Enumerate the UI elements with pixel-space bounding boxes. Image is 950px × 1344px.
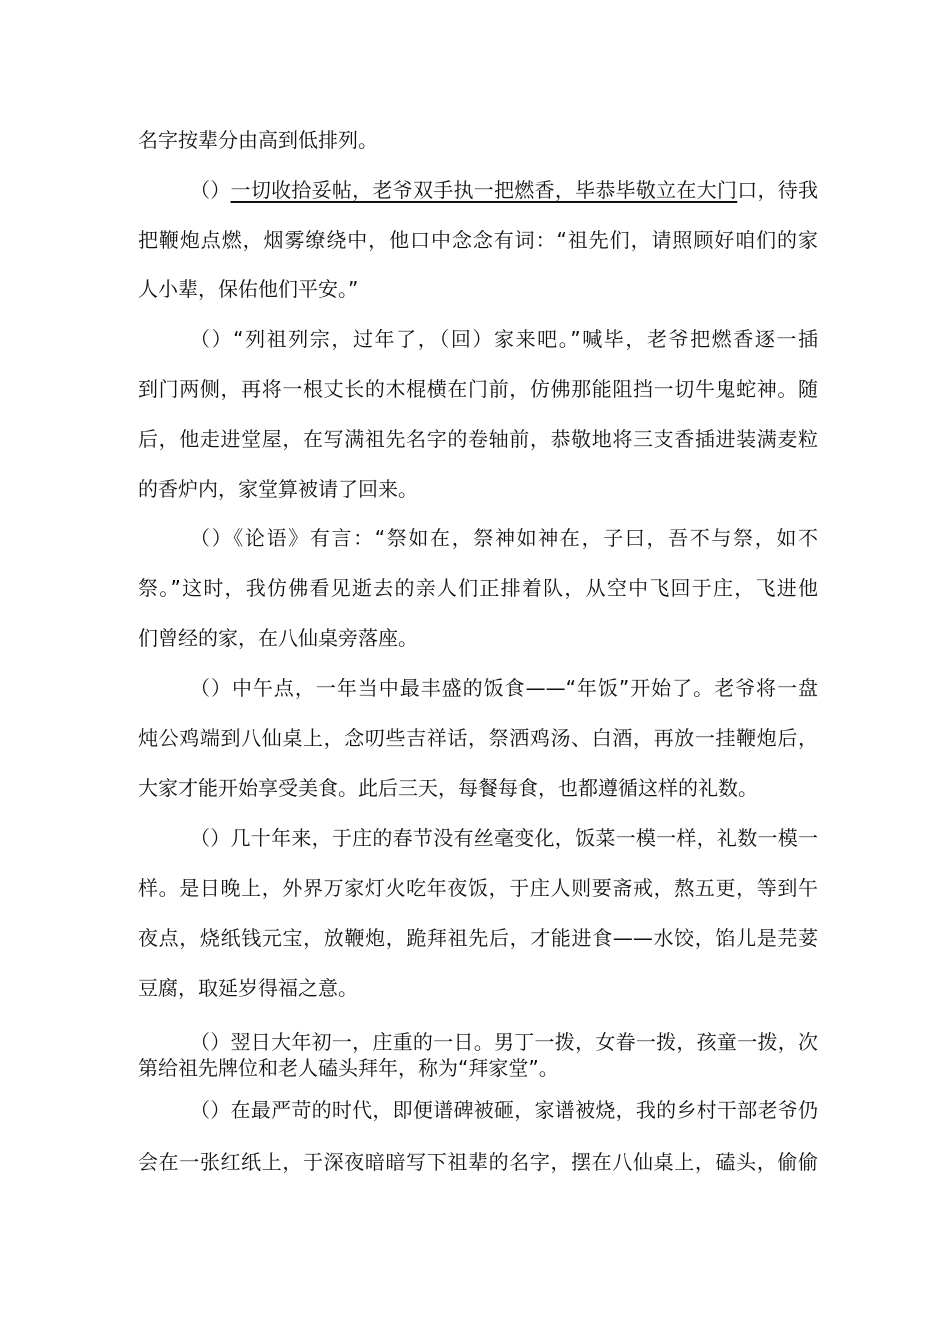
text-line: 祭。”这时，我仿佛看见逝去的亲人们正排着队，从空中飞回于庄，飞进他 [138,576,818,600]
text-fragment: 口，待我 [737,178,819,202]
text-line: 大家才能开始享受美食。此后三天，每餐每食，也都遵循这样的礼数。 [138,776,758,800]
text-line: 名字按辈分由高到低排列。 [138,128,378,152]
text-line: 样。是日晚上，外界万家灯火吃年夜饭，于庄人则要斋戒，熬五更，等到午 [138,876,818,900]
text-line: 豆腐，取延岁得福之意。 [138,976,358,1000]
text-line: 会在一张红纸上，于深夜暗暗写下祖辈的名字，摆在八仙桌上，磕头，偷偷 [138,1150,818,1174]
text-line [190,178,818,202]
text-line: （）在最严苛的时代，即便谱碑被砸，家谱被烧，我的乡村干部老爷仍 [190,1098,818,1122]
text-line: 的香炉内，家堂算被请了回来。 [138,477,418,501]
text-line: （）中午点，一年当中最丰盛的饭食——“年饭”开始了。老爷将一盘 [190,676,818,700]
text-line: 们曾经的家，在八仙桌旁落座。 [138,626,418,650]
text-line: 把鞭炮点燃，烟雾缭绕中，他口中念念有词：“祖先们，请照顾好咱们的家 [138,228,818,252]
text-line: 人小辈，保佑他们平安。” [138,277,359,301]
text-line: （）“列祖列宗，过年了，（回）家来吧。”喊毕，老爷把燃香逐一插 [190,327,818,351]
text-line: 第给祖先牌位和老人磕头拜年，称为“拜家堂”。 [138,1056,559,1080]
text-line: （）几十年来，于庄的春节没有丝毫变化，饭菜一模一样，礼数一模一 [190,826,818,850]
text-line: 到门两侧，再将一根丈长的木棍横在门前，仿佛那能阻挡一切牛鬼蛇神。随 [138,377,818,401]
text-line: 后，他走进堂屋，在写满祖先名字的卷轴前，恭敬地将三支香插进装满麦粒 [138,427,818,451]
text-line: （）翌日大年初一，庄重的一日。男丁一拨，女眷一拨，孩童一拨，次 [190,1030,818,1054]
text-line: 炖公鸡端到八仙桌上，念叨些吉祥话，祭洒鸡汤、白酒，再放一挂鞭炮后， [138,726,818,750]
blank-marker: （） [190,178,231,202]
underlined-text: 一切收拾妥帖，老爷双手执一把燃香，毕恭毕敬立在大门 [230,178,738,202]
text-line: （）《论语》有言：“祭如在，祭神如神在，子曰，吾不与祭，如不 [190,526,818,550]
text-line: 夜点，烧纸钱元宝，放鞭炮，跪拜祖先后，才能进食——水饺，馅儿是芫荽 [138,926,818,950]
